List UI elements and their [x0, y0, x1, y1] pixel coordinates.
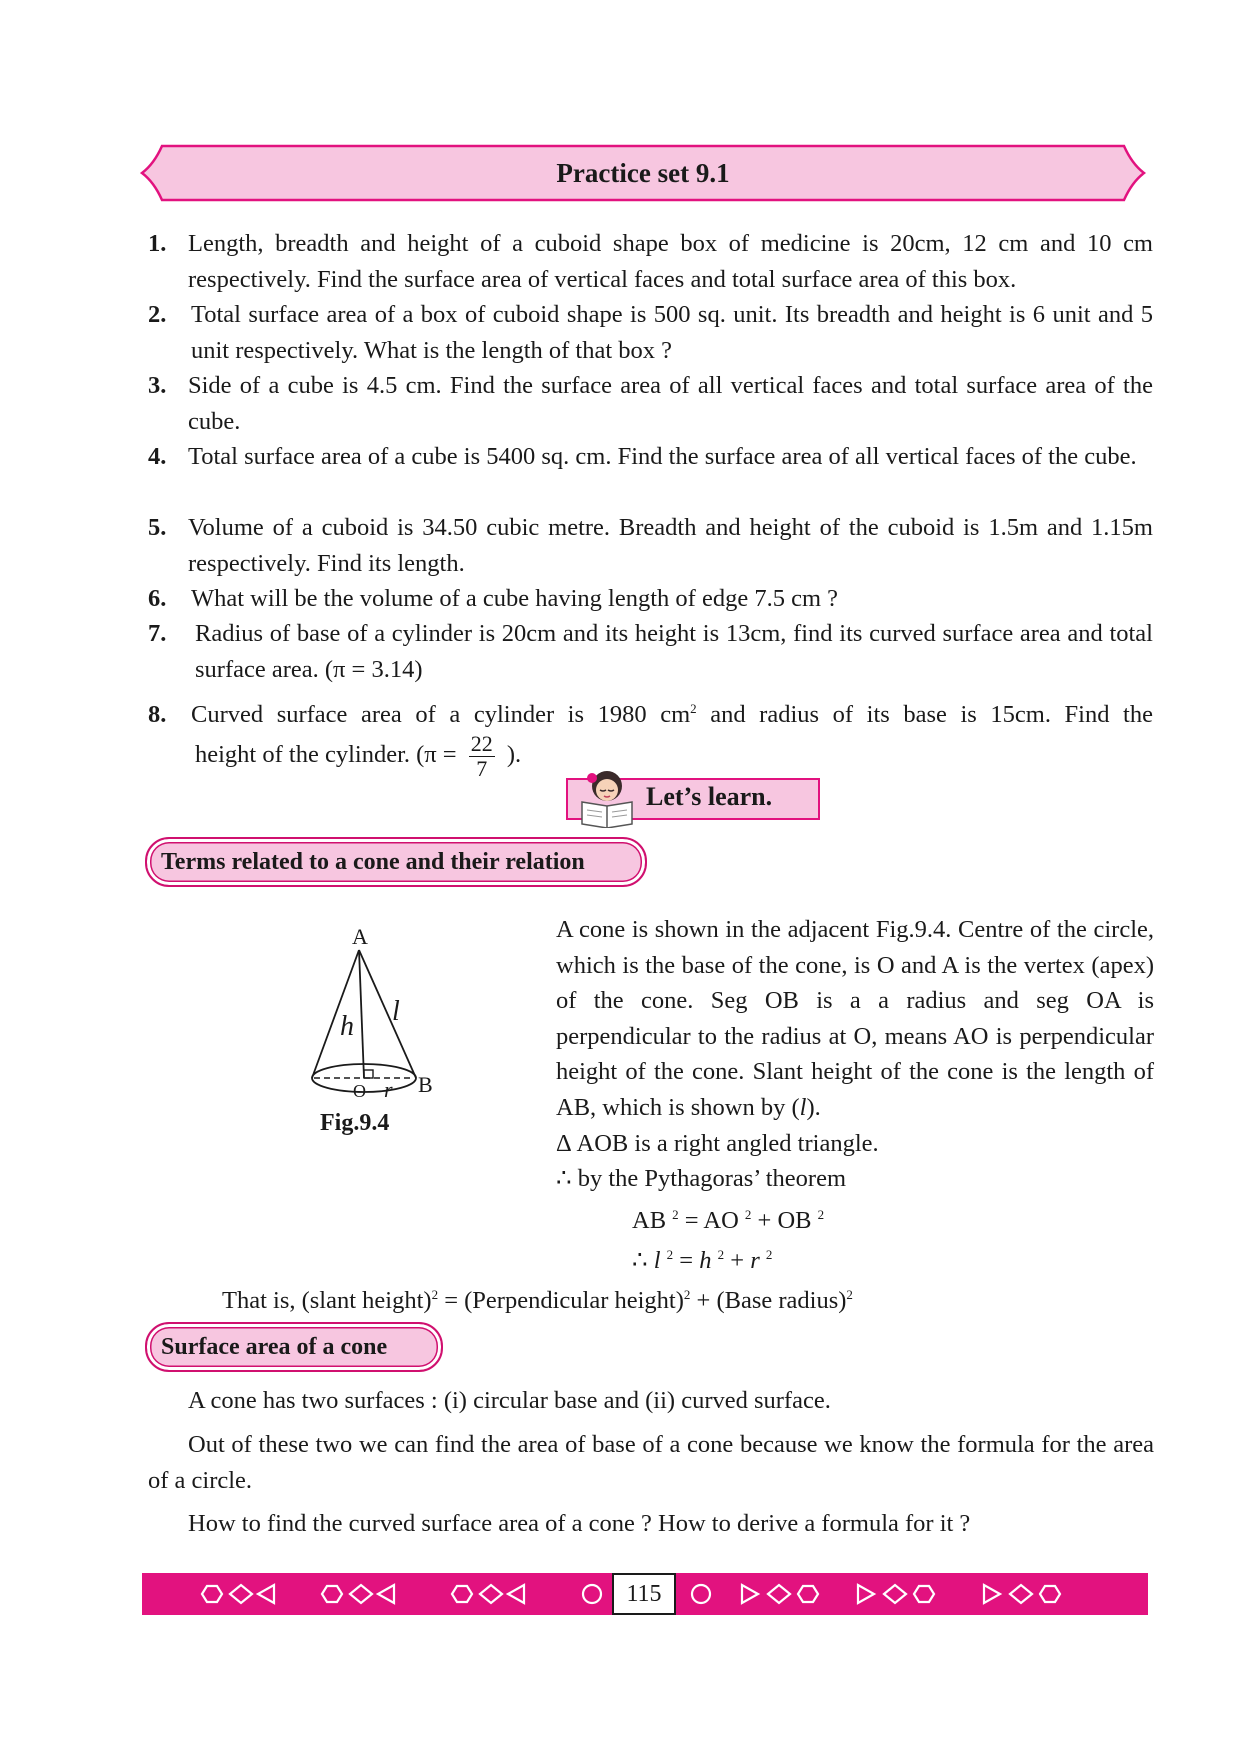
q8-text-start: Curved surface area of a cylinder is 1980 cm — [191, 701, 691, 728]
relation-sq3: 2 — [846, 1286, 853, 1302]
question-7 — [148, 616, 1153, 687]
practice-set-title: Practice set 9.1 — [556, 157, 730, 188]
eq2-plus: + — [724, 1247, 751, 1274]
eq2-r: r — [750, 1247, 760, 1274]
question-2 — [148, 297, 1153, 368]
relation-slant: That is, (slant height) — [222, 1287, 432, 1314]
q8-text-end: and radius of its base is 15cm. Find the — [696, 701, 1153, 728]
question-6 — [148, 581, 1153, 617]
question-number: 2. — [148, 301, 167, 328]
equation-1 — [632, 1203, 824, 1239]
surface-paragraph-3: How to find the curved surface area of a cone ? How to derive a formula for it ? — [188, 1510, 971, 1537]
cone-description — [556, 912, 1154, 1125]
cone-figure — [300, 920, 460, 1105]
lets-learn-label: Let’s learn. — [646, 782, 773, 811]
label-o: O — [353, 1081, 366, 1101]
question-8-line-2 — [195, 728, 521, 782]
eq1-sq2: 2 — [744, 1206, 752, 1222]
question-text: Total surface area of a box of cuboid shape is 500 sq. unit. Its breadth and height is 6 unit and 5 unit respectively. What is the length of that box ? — [191, 301, 1153, 364]
eq2-sq3: 2 — [765, 1246, 773, 1262]
practice-set-banner — [140, 142, 1146, 204]
label-l: l — [392, 996, 400, 1027]
relation-sq1: 2 — [431, 1286, 439, 1302]
cone-paragraph-end: ). — [806, 1093, 821, 1121]
lets-learn-badge — [566, 772, 818, 822]
reading-girl-icon — [574, 766, 640, 828]
eq1-ab: AB — [632, 1207, 667, 1234]
surface-section-heading: Surface area of a cone — [145, 1322, 443, 1372]
figure-caption: Fig.9.4 — [320, 1110, 390, 1136]
question-number: 4. — [148, 443, 167, 470]
relation-radius: + (Base radius) — [690, 1287, 847, 1314]
question-text: Volume of a cuboid is 34.50 cubic metre. Breadth and height of the cuboid is 1.5m and 1.15m respectively. Find its length. — [188, 514, 1153, 577]
q8-superscript: 2 — [690, 700, 697, 716]
slant-symbol: l — [799, 1093, 807, 1121]
pi-fraction — [469, 732, 495, 781]
surface-paragraph-2: Out of these two we can find the area of base of a cone because we know the formula for the area of a circle. — [148, 1431, 1154, 1494]
fraction-numerator: 22 — [470, 730, 493, 756]
question-1 — [148, 226, 1153, 297]
eq2-sq1: 2 — [666, 1246, 674, 1262]
eq1-ao: = AO — [678, 1207, 739, 1234]
question-text: Total surface area of a cube is 5400 sq. cm. Find the surface area of all vertical faces of the cube. — [188, 443, 1137, 470]
eq1-sq1: 2 — [672, 1206, 679, 1222]
footer-bar — [142, 1573, 1148, 1615]
q8-line2-end: ). — [500, 741, 522, 768]
terms-section-heading: Terms related to a cone and their relation — [145, 837, 647, 887]
label-r: r — [384, 1077, 393, 1102]
eq2-therefore: ∴ — [632, 1247, 654, 1274]
relation-sq2: 2 — [683, 1286, 691, 1302]
question-number: 3. — [148, 372, 167, 399]
surface-paragraph-1: A cone has two surfaces : (i) circular base and (ii) curved surface. — [188, 1387, 831, 1414]
triangle-statement: Δ AOB is a right angled triangle. — [556, 1130, 879, 1157]
question-number: 8. — [148, 701, 167, 728]
eq2-eq: = — [673, 1247, 700, 1274]
relation-perp: = (Perpendicular height) — [438, 1287, 684, 1314]
equation-2 — [632, 1243, 772, 1279]
question-number: 6. — [148, 585, 167, 612]
fraction-denominator: 7 — [476, 755, 488, 781]
eq1-sq3: 2 — [817, 1206, 825, 1222]
question-number: 1. — [148, 230, 167, 257]
slant-height-relation — [222, 1283, 853, 1319]
cone-paragraph: A cone is shown in the adjacent Fig.9.4. Centre of the circle, which is the base of the cone, is O and A is the vertex (apex) of the cone. Seg OB is a a radius and seg OA is perpendicular to the radius at O, means AO is perpendicular height of the cone. Slant height of the cone is the length of AB, which is shown by ( — [556, 916, 1154, 1121]
question-3 — [148, 368, 1153, 439]
eq1-ob: + OB — [751, 1207, 812, 1234]
label-b: B — [418, 1072, 433, 1097]
page-number: 115 — [612, 1573, 676, 1615]
eq2-sq2: 2 — [717, 1246, 725, 1262]
question-number: 5. — [148, 514, 167, 541]
eq2-l: l — [653, 1247, 661, 1274]
question-text: Length, breadth and height of a cuboid shape box of medicine is 20cm, 12 cm and 10 cm respectively. Find the surface area of vertical faces and total surface area of this box. — [188, 230, 1153, 293]
question-text: Side of a cube is 4.5 cm. Find the surface area of all vertical faces and total surface area of the cube. — [188, 372, 1153, 435]
eq2-h: h — [699, 1247, 712, 1274]
pythagoras-statement: ∴ by the Pythagoras’ theorem — [556, 1165, 847, 1192]
label-a: A — [352, 924, 368, 949]
label-h: h — [340, 1011, 354, 1042]
question-4 — [148, 439, 1153, 475]
question-number: 7. — [148, 620, 167, 647]
question-text: What will be the volume of a cube having length of edge 7.5 cm ? — [191, 585, 839, 612]
q8-line2-text: height of the cylinder. (π = — [195, 741, 463, 768]
question-text: Radius of base of a cylinder is 20cm and its height is 13cm, find its curved surface area and total surface area. (π = 3.14) — [195, 620, 1153, 683]
question-5 — [148, 510, 1153, 581]
